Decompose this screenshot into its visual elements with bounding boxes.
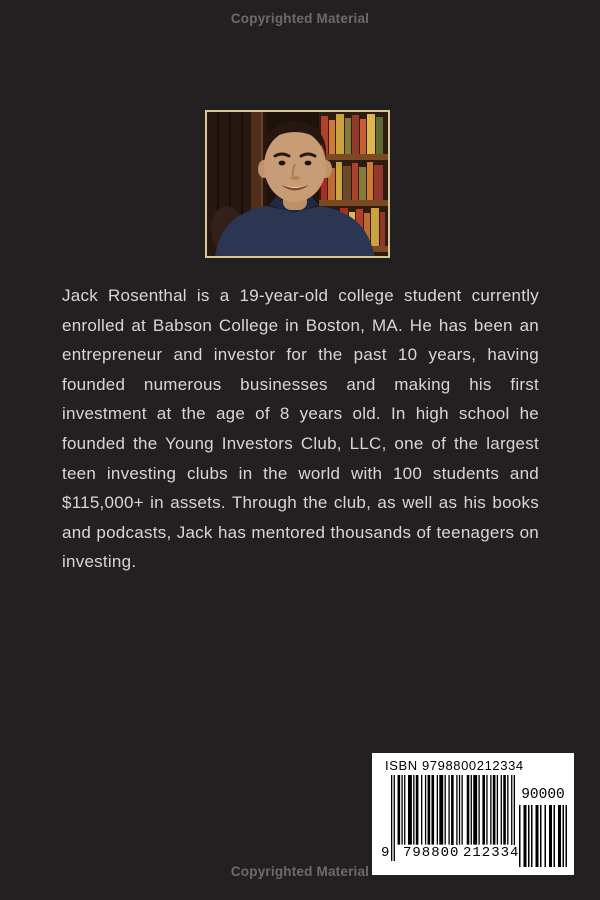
ean-barcode [380,775,520,871]
author-bio: Jack Rosenthal is a 19-year-old college student currently enrolled at Babson College in Boston, MA. He has been an entrepreneur and investor for the past 10 years, having founded numerous businesses and making his first investment at the age of 8 years old. In high school he founded the Young Investors Club, LLC, one of the largest teen investing clubs in the world with 100 students and $115,000+ in assets. Through the club, as well as his books and podcasts, Jack has mentored thousands of teenagers on investing. [62,286,539,572]
price-code: 90000 [521,787,565,803]
ean-digits-right: 212334 [460,845,522,861]
copyright-notice-bottom: Copyrighted Material [230,864,370,879]
author-photo [205,110,390,258]
author-photo-illustration [207,112,388,256]
barcode-panel [372,753,574,875]
copyright-notice-top: Copyrighted Material [230,11,370,26]
price-addon-barcode [518,787,568,871]
ean-digits-left: 798800 [400,845,462,861]
ean-digit-lead: 9 [381,845,390,861]
isbn-label: ISBN 9798800212334 [385,758,524,773]
addon-barcode-bars [519,805,567,867]
